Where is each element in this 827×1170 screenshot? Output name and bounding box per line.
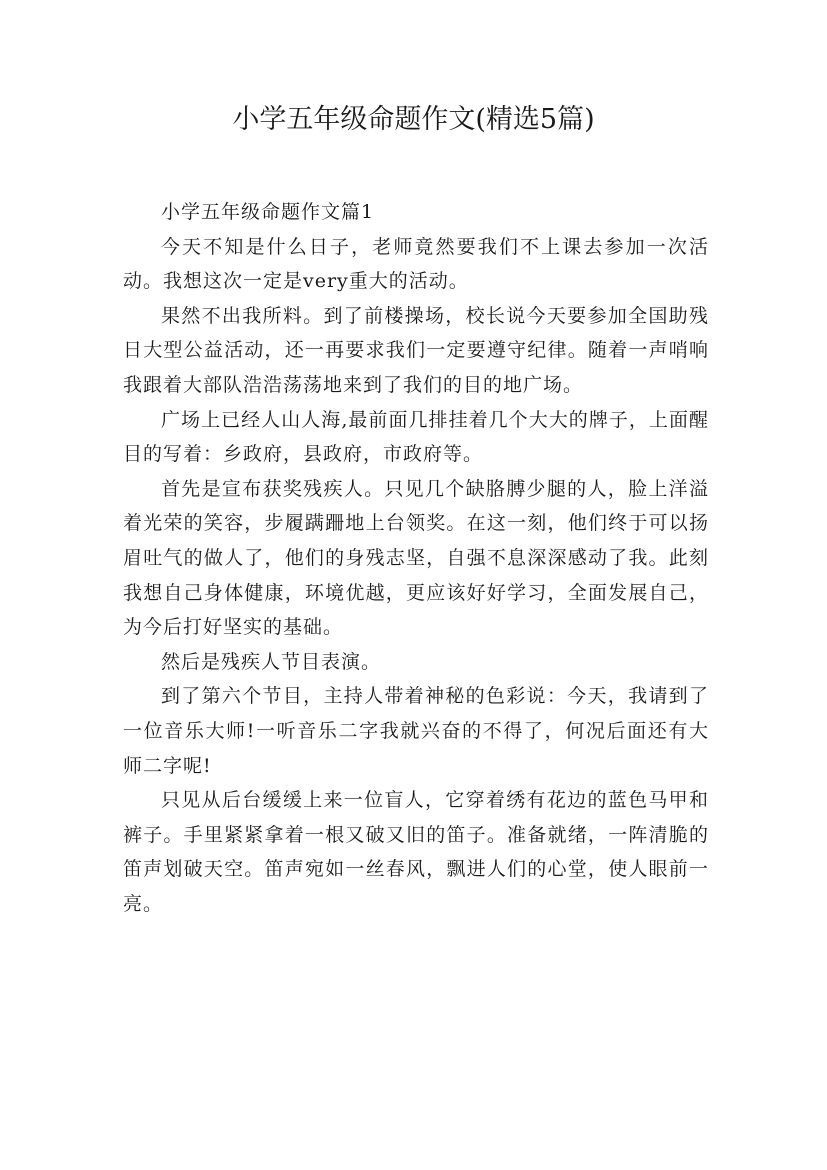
paragraph: 首先是宣布获奖残疾人。只见几个缺胳膊少腿的人，脸上洋溢着光荣的笑容，步履蹒跚地上台领奖。在这一刻，他们终于可以扬眉吐气的做人了，他们的身残志坚，自强不息深深感动了我。此刻我想自己身体健康，环境优越，更应该好好学习，全面发展自己，为今后打好坚实的基础。 bbox=[123, 477, 709, 639]
document-title: 小学五年级命题作文(精选5篇) bbox=[232, 104, 595, 135]
paragraph: 然后是残疾人节目表演。 bbox=[161, 650, 382, 673]
paragraph: 只见从后台缓缓上来一位盲人，它穿着绣有花边的蓝色马甲和裤子。手里紧紧拿着一根又破又旧的笛子。准备就绪，一阵清脆的笛声划破天空。笛声宛如一丝春风，飘进人们的心堂，使人眼前一亮。 bbox=[123, 789, 709, 915]
paragraph: 到了第六个节目，主持人带着神秘的色彩说：今天，我请到了一位音乐大师!一听音乐二字我就兴奋的不得了，何况后面还有大师二字呢! bbox=[123, 685, 709, 777]
document-body bbox=[123, 195, 709, 921]
paragraph: 广场上已经人山人海,最前面几排挂着几个大大的牌子，上面醒目的写着：乡政府，县政府，市政府等。 bbox=[123, 408, 709, 466]
paragraph: 果然不出我所料。到了前楼操场，校长说今天要参加全国助残日大型公益活动，还一再要求我们一定要遵守纪律。随着一声哨响我跟着大部队浩浩荡荡地来到了我们的目的地广场。 bbox=[123, 304, 709, 396]
paragraph: 今天不知是什么日子，老师竟然要我们不上课去参加一次活动。我想这次一定是very重大的活动。 bbox=[123, 235, 709, 293]
essay-heading: 小学五年级命题作文篇1 bbox=[161, 201, 375, 223]
